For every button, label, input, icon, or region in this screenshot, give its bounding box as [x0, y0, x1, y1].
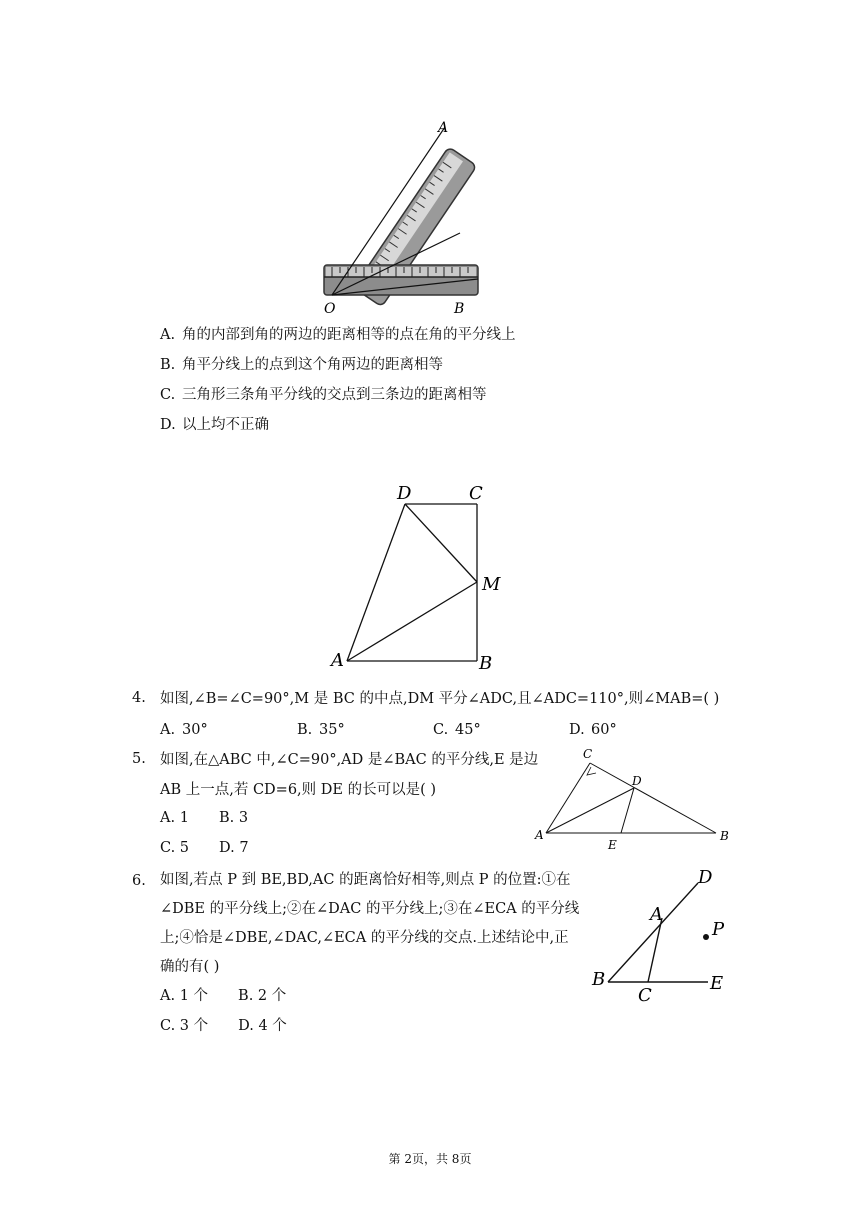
q4-option-d[interactable]: D. 60° — [569, 722, 617, 738]
q6-option-c[interactable]: C. 3 个 — [160, 1018, 209, 1034]
label-e: E — [608, 838, 617, 852]
q6-stem-line2: ∠DBE 的平分线上;②在∠DAC 的平分线上;③在∠ECA 的平分线 — [160, 901, 580, 917]
q4-option-b[interactable]: B. 35° — [297, 722, 345, 738]
q5-stem-line2: AB 上一点,若 CD=6,则 DE 的长可以是( ) — [160, 782, 437, 798]
q6-option-b[interactable]: B. 2 个 — [238, 988, 287, 1004]
q6-number: 6. — [132, 873, 146, 889]
q4-number: 4. — [132, 690, 146, 706]
q6-angle-figure — [590, 865, 740, 1005]
q3-option-b[interactable]: B. 角平分线上的点到这个角两边的距离相等 — [160, 357, 443, 373]
q6-stem-line3: 上;④恰是∠DBE,∠DAC,∠ECA 的平分线的交点.上述结论中,正 — [160, 930, 569, 946]
q5-option-row1 — [160, 808, 278, 828]
q6-option-row1 — [160, 986, 316, 1006]
q3-option-d[interactable]: D. 以上均不正确 — [160, 417, 269, 433]
label-b: B — [479, 653, 493, 673]
label-p: P — [712, 919, 725, 940]
q6-stem-line1: 如图,若点 P 到 BE,BD,AC 的距离恰好相等,则点 P 的位置:①在 — [160, 872, 571, 888]
label-a: A — [331, 650, 344, 671]
label-e: E — [710, 973, 724, 994]
horizontal-ruler — [324, 265, 478, 295]
q5-option-a[interactable]: A. 1 — [160, 810, 189, 826]
label-d: D — [632, 774, 642, 788]
q5-option-row2 — [160, 838, 279, 858]
label-c: C — [469, 483, 483, 504]
label-a: A — [438, 120, 449, 136]
q5-option-d[interactable]: D. 7 — [219, 840, 249, 856]
q3-ruler-figure — [310, 115, 500, 320]
q5-option-b[interactable]: B. 3 — [218, 810, 249, 826]
q3-option-a[interactable]: A. 角的内部到角的两边的距离相等的点在角的平分线上 — [160, 327, 516, 343]
q4-option-c[interactable]: C. 45° — [433, 722, 481, 738]
label-b: B — [720, 829, 729, 843]
label-a: A — [650, 904, 663, 925]
label-c: C — [638, 985, 652, 1005]
q6-option-d[interactable]: D. 4 个 — [238, 1018, 287, 1034]
page-footer: 第 2页，共 8页 — [388, 1152, 472, 1166]
q5-triangle-figure — [530, 745, 740, 855]
q5-number: 5. — [132, 751, 146, 767]
q4-quadrilateral-figure — [325, 478, 515, 673]
point-p — [703, 934, 709, 940]
q6-option-row2 — [160, 1016, 317, 1036]
q6-stem-line4: 确的有( ) — [160, 959, 220, 975]
label-m: M — [482, 574, 501, 595]
q3-option-c[interactable]: C. 三角形三条角平分线的交点到三条边的距离相等 — [160, 387, 487, 403]
q5-option-c[interactable]: C. 5 — [160, 840, 190, 856]
label-b: B — [454, 301, 465, 317]
label-c: C — [583, 747, 593, 761]
label-b: B — [592, 969, 606, 990]
label-o: O — [324, 301, 336, 317]
label-d: D — [698, 867, 713, 888]
label-d: D — [397, 483, 412, 504]
q5-stem-line1: 如图,在△ABC 中,∠C=90°,AD 是∠BAC 的平分线,E 是边 — [160, 752, 539, 768]
label-a: A — [535, 828, 544, 842]
q6-option-a[interactable]: A. 1 个 — [160, 988, 209, 1004]
q4-option-a[interactable]: A. 30° — [160, 722, 208, 738]
q4-stem: 如图,∠B=∠C=90°,M 是 BC 的中点,DM 平分∠ADC,且∠ADC=110°,则∠MAB=( ) — [160, 691, 720, 707]
